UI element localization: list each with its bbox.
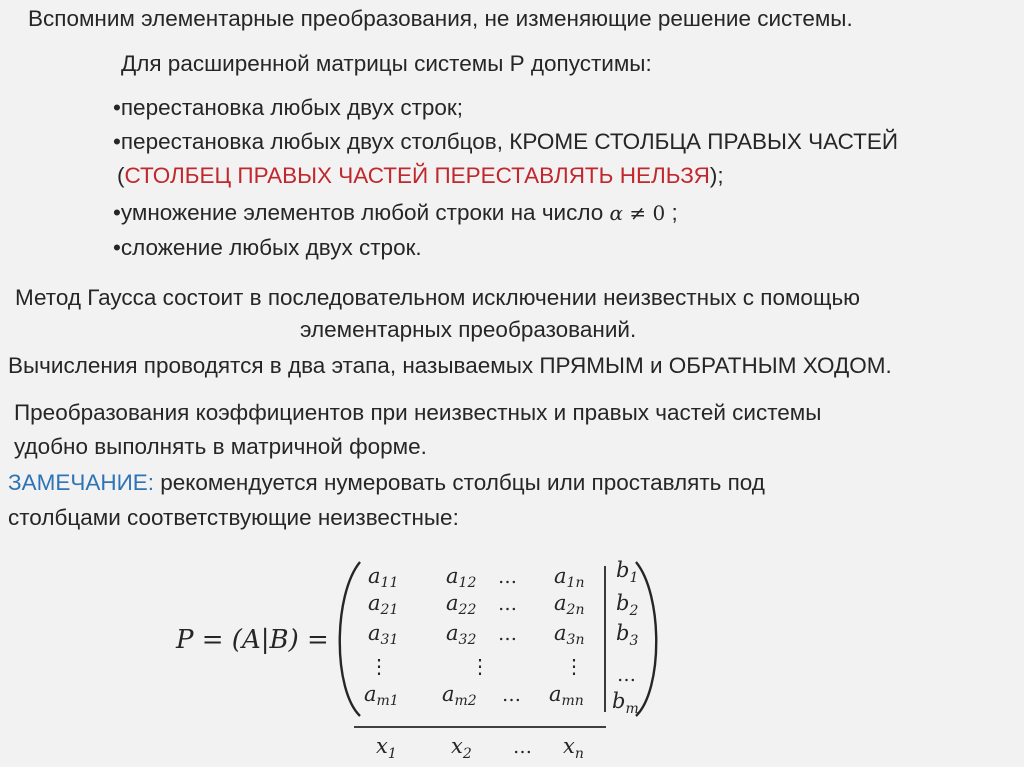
svg-text:a31: a31 xyxy=(368,621,399,648)
svg-text:a21: a21 xyxy=(368,591,399,618)
red-warning: СТОЛБЕЦ ПРАВЫХ ЧАСТЕЙ ПЕРЕСТАВЛЯТЬ НЕЛЬЗЯ xyxy=(124,163,710,188)
column-variables xyxy=(376,734,584,762)
bullet-4: •сложение любых двух строк. xyxy=(113,235,422,260)
svg-text:am2: am2 xyxy=(442,682,477,709)
var-x1: $x_1$ xyxy=(376,734,397,762)
var-x2: $x_2$ xyxy=(451,734,472,762)
row-2 xyxy=(368,591,638,619)
matrix-form-line-2: удобно выполнять в матричной форме. xyxy=(14,434,427,459)
svg-text:a22: a22 xyxy=(446,591,477,618)
intro-line: Вспомним элементарные преобразования, не изменяющие решение системы. xyxy=(28,6,853,31)
row-3 xyxy=(368,621,638,649)
var-dots: … xyxy=(513,736,532,758)
remark-text: рекомендуется нумеровать столбцы или проставлять под xyxy=(154,470,765,495)
svg-text:b2: $b_2$ xyxy=(616,591,639,619)
paren-close: ); xyxy=(709,163,724,188)
bullet-2: •перестановка любых двух столбцов, КРОМЕ СТОЛБЦА ПРАВЫХ ЧАСТЕЙ xyxy=(113,129,899,154)
svg-text:b3: $b_3$ xyxy=(616,621,639,649)
paren-open: ( xyxy=(117,163,125,188)
subtitle-line: Для расширенной матрицы системы Р допустимы: xyxy=(121,51,652,76)
svg-text:bm: $b_m$ xyxy=(612,689,639,717)
gauss-line-1: Метод Гаусса состоит в последовательном исключении неизвестных с помощью xyxy=(15,285,861,310)
svg-text:a3n: a3n xyxy=(554,621,585,648)
bullet-1: •перестановка любых двух строк; xyxy=(113,95,463,120)
matrix-form-line-1: Преобразования коэффициентов при неизвестных и правых частей системы xyxy=(14,400,822,425)
bullet-3-text: •умножение элементов любой строки на число xyxy=(113,200,610,225)
svg-text:a1n: a1n xyxy=(554,564,585,591)
stages-line: Вычисления проводятся в два этапа, называемых ПРЯМЫМ и ОБРАТНЫМ ХОДОМ. xyxy=(8,353,892,378)
formula-lhs: P = (A|B) = xyxy=(176,625,329,655)
svg-text:⋮: ⋮ xyxy=(369,654,389,678)
row-vdots xyxy=(369,654,636,686)
svg-text:a2n: a2n xyxy=(554,591,585,618)
right-parenthesis xyxy=(636,562,656,716)
left-parenthesis xyxy=(340,562,360,716)
svg-text:a32: a32 xyxy=(446,621,477,648)
remark-line-2: столбцами соответствующие неизвестные: xyxy=(8,505,459,530)
svg-text:…: … xyxy=(498,593,517,615)
svg-text:…: … xyxy=(498,623,517,645)
svg-text:…: … xyxy=(617,664,636,686)
gauss-line-2: элементарных преобразований. xyxy=(300,317,637,342)
svg-text:amn: amn xyxy=(549,682,584,709)
bullet-3-end: ; xyxy=(665,200,678,225)
row-m xyxy=(364,682,639,717)
row-1 xyxy=(368,558,638,591)
var-xn: $x_n$ xyxy=(563,734,584,762)
svg-text:am1: am1 xyxy=(364,682,399,709)
svg-text:…: … xyxy=(498,566,517,588)
remark-label: ЗАМЕЧАНИЕ: xyxy=(8,470,155,495)
svg-text:⋮: ⋮ xyxy=(470,654,490,678)
svg-text:a11: a11 xyxy=(368,564,399,591)
svg-text:⋮: ⋮ xyxy=(564,654,584,678)
svg-text:a12: a12 xyxy=(446,564,477,591)
alpha-condition: α ≠ 0 xyxy=(609,201,666,225)
svg-text:…: … xyxy=(502,684,521,706)
svg-text:b1: $b_1$ xyxy=(616,558,639,586)
